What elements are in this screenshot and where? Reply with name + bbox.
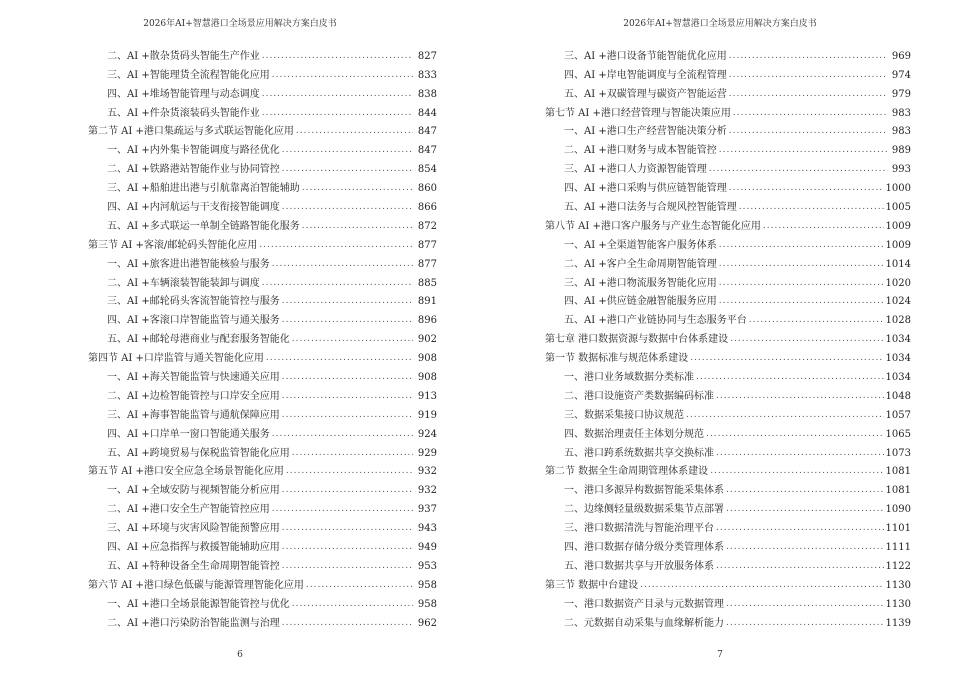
toc-entry-page: 949 bbox=[417, 542, 437, 554]
toc-entry-page: 847 bbox=[417, 126, 437, 138]
toc-entry-page: 847 bbox=[417, 145, 437, 157]
toc-entry-page: 885 bbox=[417, 277, 437, 289]
toc-entry[interactable] bbox=[545, 157, 911, 176]
toc-entry-page: 962 bbox=[417, 617, 437, 629]
toc-entry-title: 一、AI +全域安防与视频智能分析应用 bbox=[107, 485, 280, 497]
toc-entry-title: 三、AI +船舶进出港与引航靠离泊智能辅助 bbox=[107, 183, 300, 195]
toc-entry-page: 932 bbox=[417, 466, 437, 478]
toc-entry[interactable] bbox=[88, 82, 437, 101]
toc-entry[interactable] bbox=[545, 82, 911, 101]
toc-entry-title: 第六节 AI +港口绿色低碳与能源管理智能化应用 bbox=[88, 579, 304, 591]
page-number: 6 bbox=[237, 650, 243, 660]
toc-entry[interactable] bbox=[545, 403, 911, 422]
toc-entry-title: 第五节 AI +港口安全应急全场景智能化应用 bbox=[88, 466, 284, 478]
toc-entry-title: 五、AI +多式联运一单制全链路智能化服务 bbox=[107, 220, 300, 232]
toc-entry-title: 一、AI +港口全场景能源智能管控与优化 bbox=[107, 598, 290, 610]
toc-entry-page: 1020 bbox=[885, 277, 911, 289]
toc-entry-page: 919 bbox=[417, 409, 437, 421]
toc-entry[interactable] bbox=[545, 441, 911, 460]
dot-leader bbox=[729, 88, 887, 101]
toc-entry[interactable] bbox=[545, 195, 911, 214]
toc-entry[interactable] bbox=[545, 63, 911, 82]
toc-entry-page: 1028 bbox=[885, 315, 911, 327]
right-page bbox=[480, 0, 960, 681]
toc-entry-title: 第三节 AI +客滚/邮轮码头智能化应用 bbox=[88, 239, 258, 251]
toc-entry-page: 1005 bbox=[885, 202, 911, 214]
dot-leader bbox=[282, 560, 413, 573]
toc-entry-page: 1122 bbox=[885, 560, 911, 572]
toc-entry[interactable] bbox=[545, 365, 911, 384]
toc-entry[interactable] bbox=[545, 252, 911, 271]
toc-entry-title: 二、AI +边检智能管控与口岸安全应用 bbox=[107, 390, 280, 402]
toc-entry[interactable] bbox=[545, 554, 911, 573]
dot-leader bbox=[719, 239, 884, 252]
dot-leader bbox=[719, 144, 887, 157]
toc-entry-page: 953 bbox=[417, 560, 437, 572]
dot-leader bbox=[726, 503, 884, 516]
toc-entry[interactable] bbox=[545, 327, 911, 346]
toc-entry-page: 932 bbox=[417, 485, 437, 497]
toc-entry-title: 三、AI +港口物流服务智能化应用 bbox=[564, 277, 717, 289]
toc-entry-page: 974 bbox=[891, 69, 911, 81]
dot-leader bbox=[733, 107, 887, 120]
dot-leader bbox=[286, 465, 413, 478]
toc-entry[interactable] bbox=[545, 44, 911, 63]
dot-leader bbox=[696, 371, 884, 384]
dot-leader bbox=[282, 522, 413, 535]
toc-entry[interactable] bbox=[88, 403, 437, 422]
dot-leader bbox=[640, 579, 883, 592]
toc-entry-page: 872 bbox=[417, 220, 437, 232]
toc-entry-page: 1009 bbox=[885, 239, 911, 251]
toc-entry[interactable] bbox=[88, 346, 437, 365]
toc-entry[interactable] bbox=[88, 271, 437, 290]
dot-leader bbox=[726, 541, 884, 554]
dot-leader bbox=[296, 125, 413, 138]
dot-leader bbox=[686, 409, 884, 422]
toc-entry-title: 二、边缘侧轻量级数据采集节点部署 bbox=[564, 504, 724, 516]
toc-entry-title: 四、AI +客滚口岸智能监管与通关服务 bbox=[107, 315, 280, 327]
toc-entry-page: 993 bbox=[891, 164, 911, 176]
toc-entry[interactable] bbox=[545, 214, 911, 233]
toc-entry[interactable] bbox=[88, 422, 437, 441]
dot-leader bbox=[719, 277, 884, 290]
toc-entry[interactable] bbox=[88, 497, 437, 516]
toc-entry-title: 第三节 数据中台建设 bbox=[545, 579, 639, 591]
toc-entry-title: 五、AI +特种设备全生命周期智能管控 bbox=[107, 560, 280, 572]
toc-entry-page: 1065 bbox=[885, 428, 911, 440]
dot-leader bbox=[719, 295, 884, 308]
dot-leader bbox=[716, 560, 884, 573]
dot-leader bbox=[282, 617, 413, 630]
toc-entry-title: 第一节 数据标准与规范体系建设 bbox=[545, 353, 689, 365]
toc-entry-title: 四、AI +口岸单一窗口智能通关服务 bbox=[107, 428, 270, 440]
dot-leader bbox=[272, 69, 413, 82]
dot-leader bbox=[262, 107, 413, 120]
toc-entry-title: 五、AI +港口法务与合规风控智能管理 bbox=[564, 202, 737, 214]
toc-entry[interactable] bbox=[88, 101, 437, 120]
toc-entry[interactable] bbox=[88, 252, 437, 271]
dot-leader bbox=[282, 371, 413, 384]
dot-leader bbox=[709, 163, 887, 176]
toc-entry[interactable] bbox=[545, 611, 911, 630]
dot-leader bbox=[282, 541, 413, 554]
toc-entry-title: 一、AI +旅客进出港智能核验与服务 bbox=[107, 258, 270, 270]
toc-entry-title: 四、港口数据存储分级分类管理体系 bbox=[564, 542, 724, 554]
toc-entry-title: 二、元数据自动采集与血缘解析能力 bbox=[564, 617, 724, 629]
toc-entry-page: 1090 bbox=[885, 504, 911, 516]
toc-entry-title: 二、AI +客户全生命周期智能管理 bbox=[564, 258, 717, 270]
toc-entry-page: 989 bbox=[891, 145, 911, 157]
toc-entry[interactable] bbox=[88, 516, 437, 535]
toc-entry[interactable] bbox=[88, 138, 437, 157]
toc-entry[interactable] bbox=[88, 441, 437, 460]
toc-entry[interactable] bbox=[545, 233, 911, 252]
toc-entry-title: 四、AI +供应链金融智能服务应用 bbox=[564, 296, 717, 308]
toc-entry-title: 二、AI +车辆滚装智能装卸与调度 bbox=[107, 277, 260, 289]
page-header: 2026年AI+智慧港口全场景应用解决方案白皮书 bbox=[143, 19, 337, 29]
dot-leader bbox=[272, 503, 413, 516]
toc-entry-page: 891 bbox=[417, 296, 437, 308]
toc-entry-page: 844 bbox=[417, 107, 437, 119]
toc-list bbox=[545, 44, 911, 630]
toc-entry-page: 908 bbox=[417, 372, 437, 384]
toc-entry-page: 1139 bbox=[885, 617, 911, 629]
toc-entry-title: 一、港口多源异构数据智能采集体系 bbox=[564, 485, 724, 497]
toc-entry-title: 一、港口业务域数据分类标准 bbox=[564, 372, 694, 384]
dot-leader bbox=[706, 428, 884, 441]
toc-entry-page: 877 bbox=[417, 239, 437, 251]
toc-entry[interactable] bbox=[545, 573, 911, 592]
toc-entry-page: 1024 bbox=[885, 296, 911, 308]
dot-leader bbox=[726, 617, 884, 630]
dot-leader bbox=[726, 484, 884, 497]
toc-entry[interactable] bbox=[545, 422, 911, 441]
toc-entry[interactable] bbox=[545, 478, 911, 497]
toc-entry-title: 五、AI +件杂货滚装码头智能作业 bbox=[107, 107, 260, 119]
toc-entry-page: 969 bbox=[891, 50, 911, 62]
toc-entry-title: 五、AI +跨境贸易与保税监管智能化应用 bbox=[107, 447, 290, 459]
toc-entry-page: 1000 bbox=[885, 183, 911, 195]
toc-entry-title: 第八节 AI +港口客户服务与产业生态智能化应用 bbox=[545, 220, 761, 232]
dot-leader bbox=[729, 50, 887, 63]
toc-entry[interactable] bbox=[545, 176, 911, 195]
toc-entry-title: 三、AI +港口设备节能智能优化应用 bbox=[564, 50, 727, 62]
toc-entry[interactable] bbox=[88, 44, 437, 63]
dot-leader bbox=[262, 88, 413, 101]
toc-entry[interactable] bbox=[545, 138, 911, 157]
dot-leader bbox=[262, 277, 413, 290]
toc-entry-page: 1130 bbox=[885, 598, 911, 610]
dot-leader bbox=[729, 182, 884, 195]
toc-entry-title: 第四节 AI +口岸监管与通关智能化应用 bbox=[88, 353, 264, 365]
toc-entry-title: 三、港口数据清洗与智能治理平台 bbox=[564, 523, 714, 535]
toc-entry-page: 1014 bbox=[885, 258, 911, 270]
toc-entry[interactable] bbox=[88, 63, 437, 82]
toc-entry-title: 第二节 AI +港口集疏运与多式联运智能化应用 bbox=[88, 126, 294, 138]
toc-entry-title: 第七章 港口数据资源与数据中台体系建设 bbox=[545, 334, 729, 346]
dot-leader bbox=[282, 163, 413, 176]
toc-entry[interactable] bbox=[88, 592, 437, 611]
dot-leader bbox=[272, 428, 413, 441]
dot-leader bbox=[716, 390, 884, 403]
dot-leader bbox=[292, 447, 413, 460]
toc-entry[interactable] bbox=[545, 308, 911, 327]
toc-entry[interactable] bbox=[88, 460, 437, 479]
dot-leader bbox=[730, 333, 883, 346]
dot-leader bbox=[282, 295, 413, 308]
dot-leader bbox=[282, 314, 413, 327]
toc-entry[interactable] bbox=[88, 554, 437, 573]
toc-entry-page: 983 bbox=[891, 126, 911, 138]
toc-entry-title: 一、AI +海关智能监管与快速通关应用 bbox=[107, 372, 280, 384]
toc-entry[interactable] bbox=[545, 384, 911, 403]
toc-entry-title: 第二节 数据全生命周期管理体系建设 bbox=[545, 466, 709, 478]
toc-entry[interactable] bbox=[88, 290, 437, 309]
toc-entry-page: 877 bbox=[417, 258, 437, 270]
dot-leader bbox=[272, 258, 413, 271]
toc-entry-page: 1111 bbox=[885, 542, 911, 554]
dot-leader bbox=[282, 144, 413, 157]
dot-leader bbox=[763, 220, 884, 233]
page-header: 2026年AI+智慧港口全场景应用解决方案白皮书 bbox=[623, 19, 817, 29]
toc-entry-page: 833 bbox=[417, 69, 437, 81]
dot-leader bbox=[729, 125, 887, 138]
dot-leader bbox=[729, 69, 887, 82]
toc-entry-title: 二、AI +港口安全生产智能管控应用 bbox=[107, 504, 270, 516]
toc-entry[interactable] bbox=[545, 516, 911, 535]
toc-entry-title: 四、数据治理责任主体划分规范 bbox=[564, 428, 704, 440]
toc-entry-title: 一、AI +内外集卡智能调度与路径优化 bbox=[107, 145, 280, 157]
toc-entry-page: 913 bbox=[417, 390, 437, 402]
dot-leader bbox=[302, 220, 413, 233]
toc-entry-page: 1034 bbox=[885, 334, 911, 346]
toc-entry-page: 1034 bbox=[885, 353, 911, 365]
toc-entry[interactable] bbox=[88, 327, 437, 346]
toc-entry-title: 一、AI +全渠道智能客户服务体系 bbox=[564, 239, 717, 251]
toc-entry-page: 838 bbox=[417, 88, 437, 100]
toc-entry-title: 二、港口设施资产类数据编码标准 bbox=[564, 390, 714, 402]
toc-entry-page: 854 bbox=[417, 164, 437, 176]
toc-entry-title: 四、AI +堆场智能管理与动态调度 bbox=[107, 88, 260, 100]
toc-entry[interactable] bbox=[88, 233, 437, 252]
toc-entry-title: 五、港口跨系统数据共享交换标准 bbox=[564, 447, 714, 459]
toc-entry-page: 1057 bbox=[885, 409, 911, 421]
toc-entry-page: 929 bbox=[417, 447, 437, 459]
toc-entry-title: 一、港口数据资产目录与元数据管理 bbox=[564, 598, 724, 610]
dot-leader bbox=[716, 522, 884, 535]
dot-leader bbox=[749, 314, 884, 327]
toc-entry[interactable] bbox=[545, 535, 911, 554]
dot-leader bbox=[266, 352, 413, 365]
dot-leader bbox=[282, 409, 413, 422]
toc-entry-title: 五、AI +邮轮母港商业与配套服务智能化 bbox=[107, 334, 290, 346]
toc-entry-title: 四、AI +应急指挥与救援智能辅助应用 bbox=[107, 542, 280, 554]
dot-leader bbox=[302, 182, 413, 195]
dot-leader bbox=[282, 484, 413, 497]
toc-entry-page: 1081 bbox=[885, 485, 911, 497]
toc-entry[interactable] bbox=[545, 290, 911, 309]
toc-entry-page: 1009 bbox=[885, 220, 911, 232]
toc-entry-page: 1034 bbox=[885, 372, 911, 384]
dot-leader bbox=[710, 465, 883, 478]
toc-entry[interactable] bbox=[88, 308, 437, 327]
toc-entry-title: 三、AI +邮轮码头客流智能管控与服务 bbox=[107, 296, 280, 308]
dot-leader bbox=[282, 201, 413, 214]
toc-entry[interactable] bbox=[88, 611, 437, 630]
toc-entry-page: 979 bbox=[891, 88, 911, 100]
toc-entry-page: 937 bbox=[417, 504, 437, 516]
toc-entry[interactable] bbox=[88, 195, 437, 214]
toc-entry[interactable] bbox=[88, 176, 437, 195]
toc-entry[interactable] bbox=[545, 101, 911, 120]
toc-entry-page: 896 bbox=[417, 315, 437, 327]
toc-entry-page: 958 bbox=[417, 579, 437, 591]
toc-entry-title: 三、AI +海事智能监管与通航保障应用 bbox=[107, 409, 280, 421]
toc-entry[interactable] bbox=[88, 535, 437, 554]
dot-leader bbox=[726, 598, 884, 611]
toc-entry-title: 二、AI +港口污染防治智能监测与治理 bbox=[107, 617, 280, 629]
toc-entry-page: 1073 bbox=[885, 447, 911, 459]
toc-entry-title: 三、数据采集接口协议规范 bbox=[564, 409, 684, 421]
toc-entry[interactable] bbox=[545, 592, 911, 611]
toc-entry-page: 983 bbox=[891, 107, 911, 119]
toc-entry-page: 1130 bbox=[885, 579, 911, 591]
toc-entry[interactable] bbox=[88, 384, 437, 403]
toc-entry[interactable] bbox=[88, 365, 437, 384]
dot-leader bbox=[292, 598, 413, 611]
toc-entry-title: 一、AI +港口生产经营智能决策分析 bbox=[564, 126, 727, 138]
toc-entry-page: 860 bbox=[417, 183, 437, 195]
toc-entry-title: 五、AI +双碳管理与碳资产智能运营 bbox=[564, 88, 727, 100]
toc-entry[interactable] bbox=[88, 214, 437, 233]
dot-leader bbox=[292, 333, 413, 346]
toc-entry-title: 四、AI +内河航运与干支衔接智能调度 bbox=[107, 202, 280, 214]
toc-entry-title: 二、AI +铁路港站智能作业与协同管控 bbox=[107, 164, 280, 176]
toc-entry[interactable] bbox=[88, 573, 437, 592]
page-number: 7 bbox=[717, 650, 723, 660]
toc-entry-page: 1048 bbox=[885, 390, 911, 402]
toc-entry-title: 五、AI +港口产业链协同与生态服务平台 bbox=[564, 315, 747, 327]
toc-entry-page: 958 bbox=[417, 598, 437, 610]
toc-entry[interactable] bbox=[545, 120, 911, 139]
toc-entry-page: 1081 bbox=[885, 466, 911, 478]
toc-entry-title: 三、AI +环境与灾害风险智能预警应用 bbox=[107, 523, 280, 535]
toc-entry-page: 908 bbox=[417, 353, 437, 365]
dot-leader bbox=[716, 447, 884, 460]
dot-leader bbox=[719, 258, 884, 271]
toc-entry[interactable] bbox=[88, 478, 437, 497]
dot-leader bbox=[282, 390, 413, 403]
toc-entry-title: 二、AI +港口财务与成本智能管控 bbox=[564, 145, 717, 157]
toc-entry-page: 943 bbox=[417, 523, 437, 535]
toc-entry[interactable] bbox=[545, 460, 911, 479]
toc-entry-title: 三、AI +智能理货全流程智能化应用 bbox=[107, 69, 270, 81]
toc-entry[interactable] bbox=[545, 497, 911, 516]
dot-leader bbox=[739, 201, 884, 214]
toc-entry[interactable] bbox=[88, 120, 437, 139]
toc-list bbox=[88, 44, 437, 630]
toc-entry[interactable] bbox=[545, 346, 911, 365]
toc-entry-title: 四、AI +岸电智能调度与全流程管理 bbox=[564, 69, 727, 81]
toc-entry-page: 866 bbox=[417, 202, 437, 214]
dot-leader bbox=[306, 579, 413, 592]
toc-entry-title: 五、港口数据共享与开放服务体系 bbox=[564, 560, 714, 572]
toc-entry-title: 二、AI +散杂货码头智能生产作业 bbox=[107, 50, 260, 62]
toc-entry-title: 三、AI +港口人力资源智能管理 bbox=[564, 164, 707, 176]
toc-entry[interactable] bbox=[88, 157, 437, 176]
toc-entry[interactable] bbox=[545, 271, 911, 290]
toc-entry-page: 827 bbox=[417, 50, 437, 62]
dot-leader bbox=[262, 50, 413, 63]
toc-entry-title: 第七节 AI +港口经营管理与智能决策应用 bbox=[545, 107, 731, 119]
dot-leader bbox=[259, 239, 413, 252]
dot-leader bbox=[690, 352, 883, 365]
toc-entry-page: 924 bbox=[417, 428, 437, 440]
toc-entry-page: 902 bbox=[417, 334, 437, 346]
toc-entry-page: 1101 bbox=[885, 523, 911, 535]
toc-entry-title: 四、AI +港口采购与供应链智能管理 bbox=[564, 183, 727, 195]
